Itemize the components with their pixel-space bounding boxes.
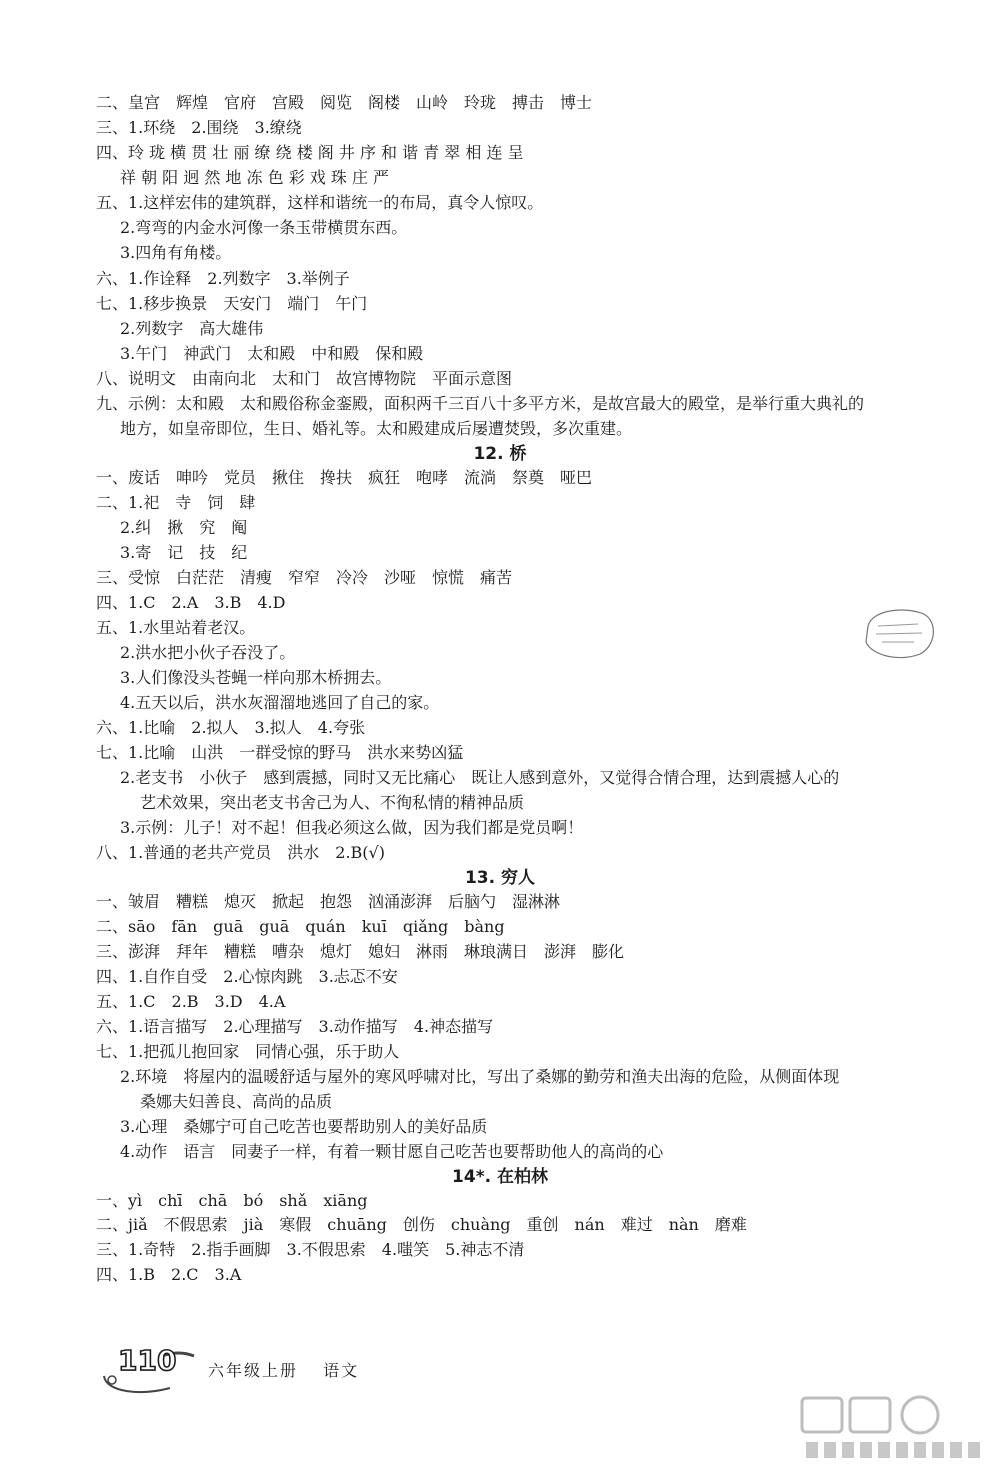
watermark-logo-icon — [792, 1388, 992, 1468]
answer-line: 三、1.奇特 2.指手画脚 3.不假思索 4.嗤笑 5.神志不清 — [96, 1240, 525, 1259]
answer-line: 一、皱眉 糟糕 熄灭 掀起 抱怨 汹涌澎湃 后脑勺 湿淋淋 — [96, 892, 561, 911]
answer-line: 桑娜夫妇善良、高尚的品质 — [140, 1092, 333, 1111]
grade-label: 六年级上册 — [208, 1361, 299, 1380]
answer-line: 3.四角有角楼。 — [120, 243, 232, 262]
answer-line: 七、1.比喻 山洪 一群受惊的野马 洪水来势凶猛 — [96, 743, 464, 762]
answer-line: 八、1.普通的老共产党员 洪水 2.B(√) — [96, 843, 385, 862]
answer-line: 四、1.自作自受 2.心惊肉跳 3.忐忑不安 — [96, 967, 398, 986]
answer-line: 3.寄 记 技 纪 — [120, 543, 248, 562]
section-title: 14*. 在柏林 — [452, 1167, 548, 1187]
page-footer — [100, 1336, 400, 1406]
answer-line: 四、1.C 2.A 3.B 4.D — [96, 593, 286, 612]
answer-line: 七、1.把孤儿抱回家 同情心强，乐于助人 — [96, 1042, 400, 1061]
answer-line: 祥 朝 阳 迥 然 地 冻 色 彩 戏 珠 庄 严 — [120, 168, 390, 187]
answer-line: 二、sāo fān guā guā quán kuī qiǎng bàng — [96, 917, 505, 936]
answer-line: 三、1.环绕 2.围绕 3.缭绕 — [96, 118, 302, 137]
answer-line: 一、yì chī chā bó shǎ xiāng — [96, 1191, 368, 1210]
section-title: 12. 桥 — [473, 444, 527, 464]
answer-line: 八、说明文 由南向北 太和门 故宫博物院 平面示意图 — [96, 369, 513, 388]
answer-line: 五、1.C 2.B 3.D 4.A — [96, 992, 286, 1011]
answer-line: 4.动作 语言 同妻子一样，有着一颗甘愿自己吃苦也要帮助他人的高尚的心 — [120, 1142, 664, 1161]
answer-line: 六、1.比喻 2.拟人 3.拟人 4.夸张 — [96, 718, 366, 737]
answer-line: 一、废话 呻吟 党员 揪住 搀扶 疯狂 咆哮 流淌 祭奠 哑巴 — [96, 468, 593, 487]
answer-line: 3.示例：儿子！对不起！但我必须这么做，因为我们都是党员啊！ — [120, 818, 584, 837]
page-number: 110 — [118, 1344, 177, 1377]
answer-line: 3.午门 神武门 太和殿 中和殿 保和殿 — [120, 344, 424, 363]
subject-label: 语文 — [323, 1361, 360, 1380]
answer-line: 九、示例：太和殿 太和殿俗称金銮殿，面积两千三百八十多平方米，是故宫最大的殿堂，是举行重大典礼的 — [96, 394, 865, 413]
answer-line: 三、受惊 白茫茫 清瘦 窄窄 冷冷 沙哑 惊慌 痛苦 — [96, 568, 513, 587]
answer-line: 4.五天以后，洪水灰溜溜地逃回了自己的家。 — [120, 693, 440, 712]
answer-line: 六、1.语言描写 2.心理描写 3.动作描写 4.神态描写 — [96, 1017, 494, 1036]
answer-line: 五、1.这样宏伟的建筑群，这样和谐统一的布局，真令人惊叹。 — [96, 193, 544, 212]
answer-line: 七、1.移步换景 天安门 端门 午门 — [96, 294, 368, 313]
answer-line: 2.环境 将屋内的温暖舒适与屋外的寒风呼啸对比，写出了桑娜的勤劳和渔夫出海的危险，从侧面体现 — [120, 1067, 840, 1086]
answer-line: 2.老支书 小伙子 感到震撼，同时又无比痛心 既让人感到意外，又觉得合情合理，达到震撼人心的 — [120, 768, 840, 787]
answer-line: 艺术效果，突出老支书舍己为人、不徇私情的精神品质 — [140, 793, 525, 812]
answer-line: 2.洪水把小伙子吞没了。 — [120, 643, 296, 662]
footer-label — [208, 1358, 359, 1381]
answer-line: 二、皇宫 辉煌 官府 宫殿 阅览 阁楼 山岭 玲珑 搏击 博士 — [96, 93, 593, 112]
answer-line: 3.人们像没头苍蝇一样向那木桥拥去。 — [120, 668, 392, 687]
answer-line: 二、1.祀 寺 饲 肆 — [96, 493, 256, 512]
answer-line: 四、1.B 2.C 3.A — [96, 1265, 242, 1284]
answer-line: 三、澎湃 拜年 糟糕 嘈杂 熄灯 媳妇 淋雨 琳琅满日 澎湃 膨化 — [96, 942, 625, 961]
answer-line: 五、1.水里站着老汉。 — [96, 618, 256, 637]
answer-line: 2.弯弯的内金水河像一条玉带横贯东西。 — [120, 218, 408, 237]
answer-line: 地方，如皇帝即位，生日、婚礼等。太和殿建成后屡遭焚毁，多次重建。 — [120, 419, 633, 438]
answer-line: 2.纠 揪 究 阄 — [120, 518, 248, 537]
section-title: 13. 穷人 — [464, 868, 536, 888]
answer-line: 六、1.作诠释 2.列数字 3.举例子 — [96, 269, 350, 288]
answer-line: 3.心理 桑娜宁可自己吃苦也要帮助别人的美好品质 — [120, 1117, 488, 1136]
answer-line: 2.列数字 高大雄伟 — [120, 319, 264, 338]
stamp-mark-icon — [858, 604, 938, 660]
answer-line: 二、jiǎ 不假思索 jià 寒假 chuāng 创伤 chuàng 重创 nán 难过 nàn 磨难 — [96, 1215, 747, 1234]
answer-line: 四、玲 珑 横 贯 壮 丽 缭 绕 楼 阁 井 序 和 谐 青 翠 相 连 呈 — [96, 143, 524, 162]
